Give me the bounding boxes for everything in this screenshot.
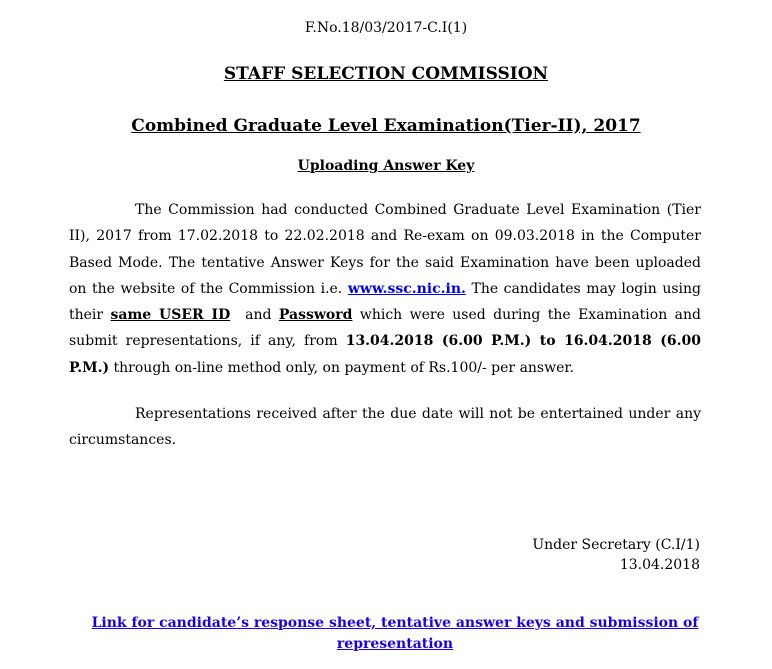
p1-text-1: The Commission had conducted Combined Graduate Level Examination (Tier II), 2017 from 17.02.2018 to 22.02.2018 and Re-exam on 09.03.2018 in the Computer Based Mode. The tentative Answer Keys for the said Examination have been uploaded on the website of the Commission i.e. — [69, 202, 701, 297]
notice-subject: Uploading Answer Key — [297, 158, 475, 174]
user-id-term: same USER ID — [110, 307, 231, 324]
p1-text-5: through on-line method only, on payment of Rs.100/- per answer. — [109, 359, 574, 376]
notice-paragraph-2: Representations received after the due date will not be entertained under any circumstances. — [69, 406, 701, 449]
file-number: F.No.18/03/2017-C.I(1) — [304, 20, 468, 36]
p1-text-2: The candidates may login using their — [69, 280, 701, 324]
website-link[interactable]: www.ssc.nic.in. — [347, 280, 466, 297]
organization-heading: STAFF SELECTION COMMISSION — [223, 64, 549, 84]
response-sheet-link[interactable]: Link for candidate’s response sheet, tentative answer keys and submission of representation — [91, 615, 699, 652]
p1-text-3: and — [230, 307, 279, 324]
password-term: Password — [278, 307, 353, 324]
signatory-title: Under Secretary (C.I/1) — [532, 537, 700, 553]
exam-title: Combined Graduate Level Examination(Tier-II), 2017 — [131, 116, 641, 136]
notice-paragraph-1 — [69, 197, 701, 381]
date-range: 13.04.2018 (6.00 P.M.) to 16.04.2018 (6.00 P.M.) — [69, 333, 701, 376]
signature-date: 13.04.2018 — [619, 557, 700, 573]
p1-text-4: which were used during the Examination and submit representations, if any, from — [69, 307, 701, 350]
